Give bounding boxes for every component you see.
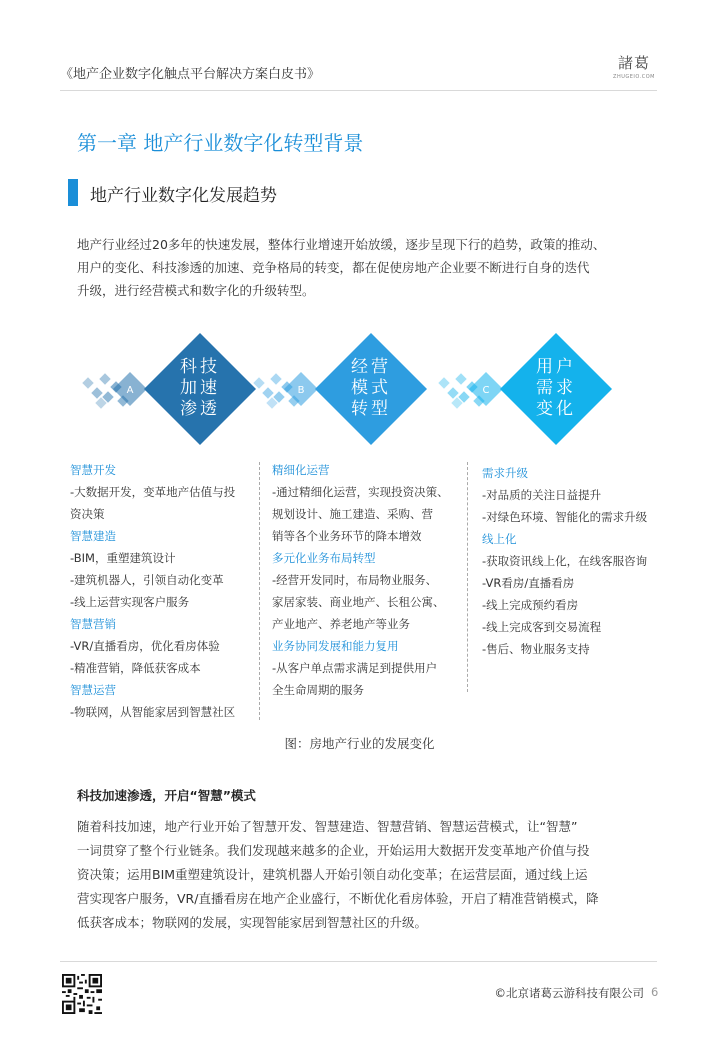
column-item: -线上完成预约看房 [482, 598, 579, 612]
page-number: 6 [651, 985, 659, 999]
body-line: 资决策；运用BIM重塑建筑设计，建筑机器人开始引领自动化变革；在运营层面，通过线上运 [77, 867, 588, 882]
header-title: 《地产企业数字化触点平台解决方案白皮书》 [60, 67, 321, 82]
section-title: 地产行业数字化发展趋势 [90, 186, 277, 206]
column-item: -建筑机器人，引领自动化变革 [70, 573, 224, 587]
column-item: 资决策 [70, 507, 105, 521]
column-heading: 需求升级 [482, 466, 528, 480]
subheading: 科技加速渗透，开启“智慧”模式 [77, 788, 256, 803]
column-heading: 线上化 [482, 532, 517, 546]
column-heading: 精细化运营 [272, 463, 330, 477]
column-item: -BIM，重塑建筑设计 [70, 551, 176, 565]
diamond-label: 渗透 [180, 399, 220, 419]
column-item: -经营开发同时，布局物业服务、 [272, 573, 438, 587]
diamond-label: 转型 [351, 399, 391, 419]
column-heading: 智慧建造 [70, 529, 116, 543]
column-heading: 多元化业务布局转型 [272, 551, 376, 565]
column-item: 规划设计、施工建造、采购、营 [272, 507, 433, 521]
column-divider [259, 462, 261, 720]
column-item: -对绿色环境、智能化的需求升级 [482, 510, 648, 524]
diamond-label: 科技 [180, 357, 220, 377]
column-item: -从客户单点需求满足到提供用户 [272, 661, 438, 675]
body-line: 一词贯穿了整个行业链条。我们发现越来越多的企业，开始运用大数据开发变革地产价值与投 [77, 843, 590, 858]
column-item: 家居家装、商业地产、长租公寓、 [272, 595, 445, 609]
column-item: -获取资讯线上化，在线客服咨询 [482, 554, 648, 568]
body-line: 低获客成本；物联网的发展，实现智能家居到智慧社区的升级。 [77, 915, 428, 930]
body-paragraph [77, 815, 642, 935]
chapter-title: 第一章 地产行业数字化转型背景 [77, 131, 364, 155]
column-item: 全生命周期的服务 [272, 683, 364, 697]
column-tech [70, 459, 260, 723]
column-business [272, 459, 467, 701]
section-marker [68, 179, 78, 206]
footer-company: ©北京诸葛云游科技有限公司 [494, 986, 644, 1000]
intro-line: 用户的变化、科技渗透的加速、竞争格局的转变，都在促使房地产企业要不断进行自身的迭代 [77, 260, 590, 275]
column-heading: 智慧开发 [70, 463, 116, 477]
diamond-letter: C [482, 385, 490, 396]
diamond-a [82, 333, 256, 445]
intro-line: 升级，进行经营模式和数字化的升级转型。 [77, 283, 315, 298]
figure-caption: 图：房地产行业的发展变化 [284, 736, 435, 751]
brand-logo [612, 52, 656, 80]
logo-en: ZHUGEIO.COM [613, 74, 655, 80]
column-item: -对品质的关注日益提升 [482, 488, 602, 502]
column-item: -VR/直播看房，优化看房体验 [70, 639, 220, 653]
column-user [482, 462, 672, 660]
column-item: -售后、物业服务支持 [482, 642, 590, 656]
column-item: -线上运营实现客户服务 [70, 595, 190, 609]
column-item: 销等各个业务环节的降本增效 [272, 529, 422, 543]
intro-paragraph [77, 233, 647, 302]
column-item: -VR看房/直播看房 [482, 576, 575, 590]
header-divider [60, 90, 657, 91]
diamond-label: 加速 [180, 378, 220, 398]
diamond-letter: B [297, 385, 305, 396]
column-divider [467, 462, 469, 692]
column-item: -精准营销，降低获客成本 [70, 661, 201, 675]
column-item: -物联网，从智能家居到智慧社区 [70, 705, 236, 719]
footer-divider [60, 961, 657, 962]
qr-code-icon [62, 974, 102, 1014]
diamond-label: 需求 [536, 378, 576, 398]
trend-diagram [0, 325, 719, 450]
column-heading: 智慧营销 [70, 617, 116, 631]
diamond-label: 用户 [536, 357, 576, 377]
intro-line: 地产行业经过20多年的快速发展，整体行业增速开始放缓，逐步呈现下行的趋势，政策的推动、 [77, 237, 606, 252]
diamond-label: 变化 [536, 399, 576, 419]
column-item: 产业地产、养老地产等业务 [272, 617, 410, 631]
body-line: 营实现客户服务，VR/直播看房在地产企业盛行，不断优化看房体验，开启了精准营销模式，降 [77, 891, 599, 906]
diamond-label: 经营 [351, 357, 391, 377]
diamond-b [253, 333, 427, 445]
column-item: -大数据开发，变革地产估值与投 [70, 485, 236, 499]
logo-cn: 諸葛 [617, 54, 650, 72]
body-line: 随着科技加速，地产行业开始了智慧开发、智慧建造、智慧营销、智慧运营模式，让“智慧” [77, 819, 578, 834]
column-heading: 智慧运营 [70, 683, 116, 697]
diamond-letter: A [126, 385, 134, 396]
diamond-c [438, 333, 612, 445]
column-item: -通过精细化运营，实现投资决策、 [272, 485, 449, 499]
column-item: -线上完成客到交易流程 [482, 620, 602, 634]
diamond-label: 模式 [351, 378, 391, 398]
column-heading: 业务协同发展和能力复用 [272, 639, 399, 653]
